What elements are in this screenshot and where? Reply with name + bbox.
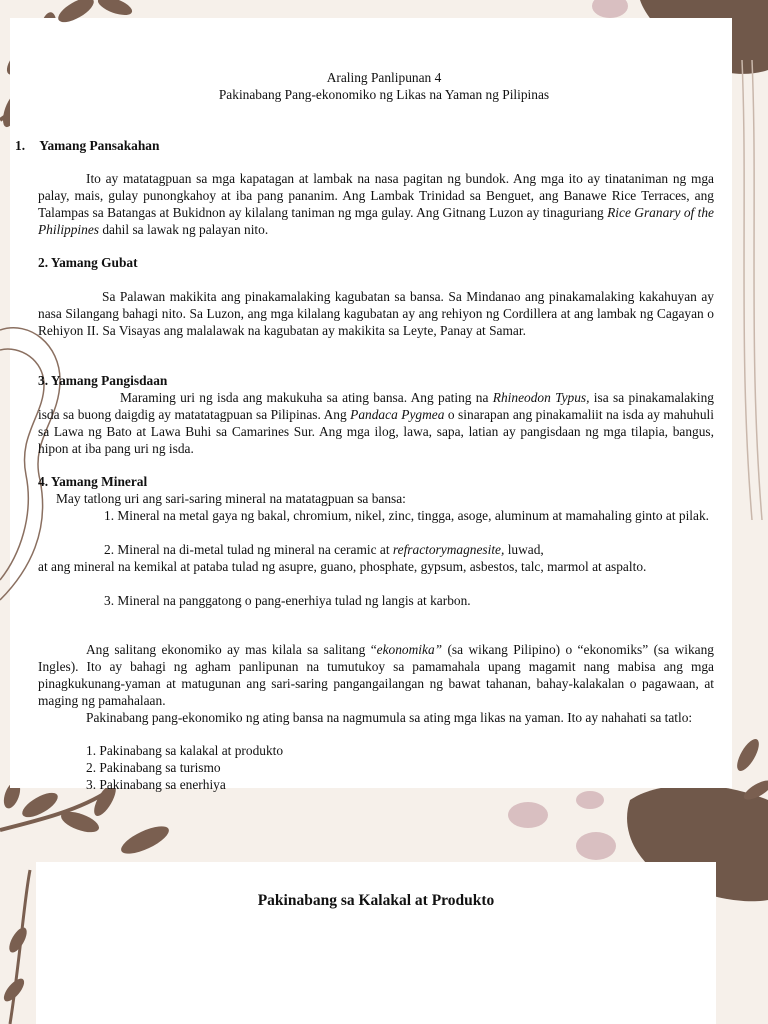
page-2-title: Pakinabang sa Kalakal at Produkto bbox=[257, 892, 495, 909]
page-subtitle: Pakinabang Pang-ekonomiko ng Likas na Yaman ng Pilipinas bbox=[218, 87, 550, 102]
mineral-item-1: 1. Mineral na metal gaya ng bakal, chromium, nikel, zinc, tingga, asoge, aluminum at mamahaling ginto at pilak. bbox=[104, 508, 710, 523]
section-3-paragraph: Maraming uri ng isda ang makukuha sa ating bansa. Ang pating na Rhineodon Typus, isa sa pinakamalaking isda sa buong daigdig ay matatatagpuan sa Pilipinas. Ang Pandaca Pygmea o sinarapan ang pinakamaliit na isda ay mahuhuli sa Lawa ng Bato at Lawa Buhi sa Camarines Sur. Ang mga ilog, lawa, sapa, latian ay pangisdaan ng mga tilapia, bangus, hipon at iba pang uri ng isda. bbox=[38, 390, 714, 456]
section-1-heading bbox=[15, 137, 159, 154]
mineral-item-2-continued: at ang mineral na kemikal at pataba tulad ng asupre, guano, phosphate, gypsum, asbestos, talc, marmol at aspalto. bbox=[38, 559, 647, 574]
section-1-title: Yamang Pansakahan bbox=[39, 138, 160, 153]
section-4-intro: May tatlong uri ang sari-saring mineral na matatagpuan sa bansa: bbox=[56, 491, 406, 506]
ekonomiko-paragraph-2: Pakinabang pang-ekonomiko ng ating bansa na nagmumula sa ating mga likas na yaman. Ito ay nahahati sa tatlo: bbox=[86, 710, 693, 725]
mineral-item-2: 2. Mineral na di-metal tulad ng mineral na ceramic at refractorymagnesite, luwad, bbox=[104, 542, 544, 557]
section-1-number: 1. bbox=[15, 138, 26, 153]
section-1-paragraph: Ito ay matatagpuan sa mga kapatagan at lambak na nasa pagitan ng bundok. Ang mga ito ay tinataniman ng mga palay, mais, gulay punongkahoy at iba pang pananim. Ang Lambak Trinidad sa Benguet, ang Banawe Rice Terraces, ang Talampas sa Batangas at Bukidnon ay kilalang taniman ng mga gulay. Ang Gitnang Luzon ay tinaguriang Rice Granary of the Philippines dahil sa lawak ng palayan nito. bbox=[38, 171, 714, 237]
section-2-heading: 2. Yamang Gubat bbox=[38, 255, 138, 270]
mineral-item-3: 3. Mineral na panggatong o pang-enerhiya tulad ng langis at karbon. bbox=[104, 593, 471, 608]
section-3-heading: 3. Yamang Pangisdaan bbox=[38, 373, 168, 388]
ekonomiko-paragraph-1: Ang salitang ekonomiko ay mas kilala sa salitang “ekonomika” (sa wikang Pilipino) o “ekonomiks” (sa wikang Ingles). Ito ay bahagi ng agham panlipunan na tumutukoy sa pamamahala upang magamit nang mabisa ang mga pinagkukunang-yaman at matugunan ang sari-saring pangangailangan ng bawat tahanan, bahay-kalakalan o pagawaan, at maging ng pamahalaan. bbox=[38, 642, 714, 708]
pakinabang-list-item: 3. Pakinabang sa enerhiya bbox=[86, 777, 226, 792]
pakinabang-list-item: 2. Pakinabang sa turismo bbox=[86, 760, 221, 775]
section-4-heading: 4. Yamang Mineral bbox=[38, 474, 148, 489]
pakinabang-list-item: 1. Pakinabang sa kalakal at produkto bbox=[86, 743, 284, 758]
page-title: Araling Panlipunan 4 bbox=[326, 70, 442, 85]
section-2-paragraph: Sa Palawan makikita ang pinakamalaking kagubatan sa bansa. Sa Mindanao ang pinakamalaking kakahuyan ay nasa Silangang bahagi nito. Sa Luzon, ang mga kilalang kagubatan ay ang rehiyon ng Cordillera at ang lambak ng Cagayan o Rehiyon II. Sa Visayas ang malalawak na kagubatan ay makikita sa Leyte, Panay at Samar. bbox=[38, 289, 714, 338]
